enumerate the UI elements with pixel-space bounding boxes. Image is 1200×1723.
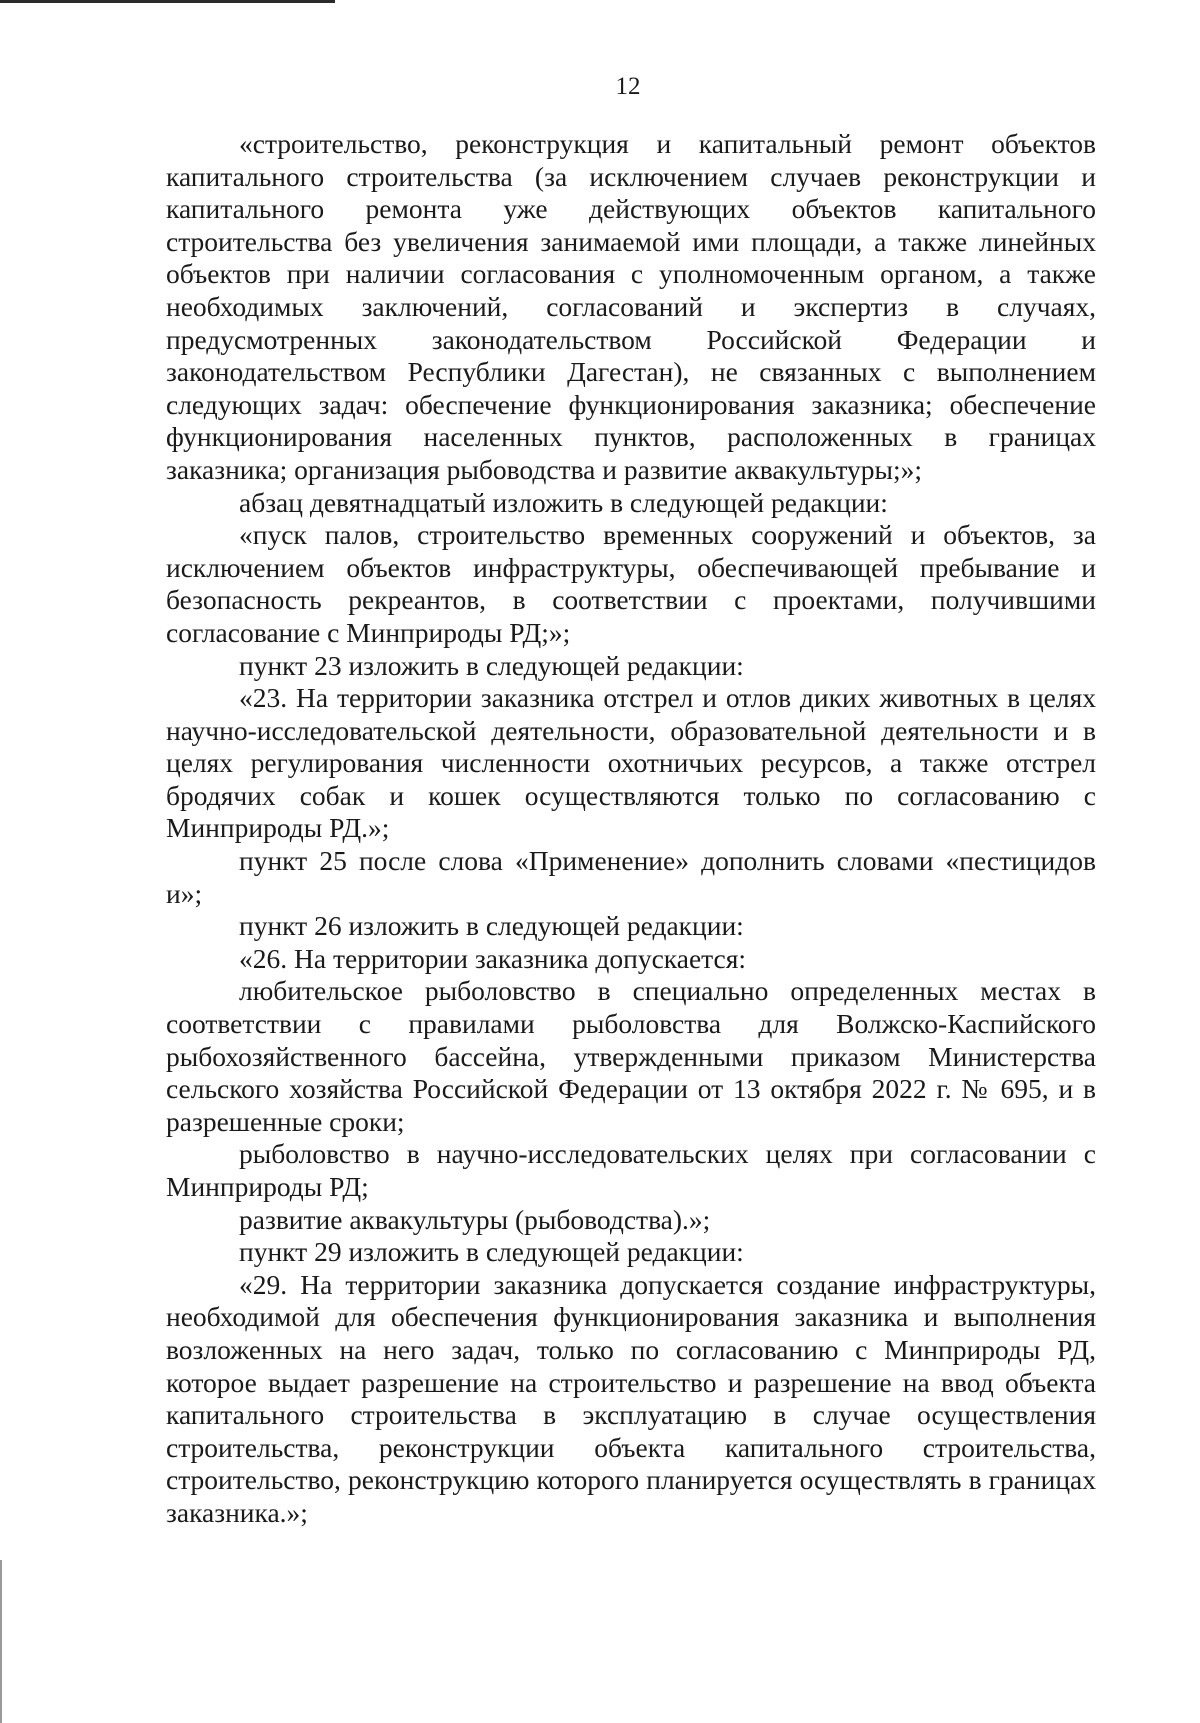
paragraph-construction-ban: «строительство, реконструкция и капитальный ремонт объектов капитального строительства (за исключением случаев реконструкции и капитального ремонта уже действующих объектов капитального строительства без увеличения занимаемой ими площади, а также линейных объектов при наличии согласования с уполномоченным органом, а также необходимых заключений, согласований и экспертиз в случаях, предусмотренных законодательством Российской Федерации и законодательством Республики Дагестан), не связанных с выполнением следующих задач: обеспечение функционирования заказника; обеспечение функционирования населенных пунктов, расположенных в границах заказника; организация рыбоводства и развитие аквакультуры;»; <box>166 128 1096 485</box>
paragraph-fire-ban: «пуск палов, строительство временных сооружений и объектов, за исключением объектов инфраструктуры, обеспечивающей пребывание и безопасность рекреантов, в соответствии с проектами, получившими согласование с Минприроды РД;»; <box>166 519 1096 648</box>
paragraph-research-fishing: рыболовство в научно-исследовательских целях при согласовании с Минприроды РД; <box>166 1138 1096 1202</box>
page-number: 12 <box>615 73 641 100</box>
paragraph-item-23-text: «23. На территории заказника отстрел и отлов диких животных в целях научно-исследовательской деятельности, образовательной деятельности и в целях регулирования численности охотничьих ресурсов, а также отстрел бродячих собак и кошек осуществляются только по согласованию с Минприроды РД.»; <box>166 682 1096 844</box>
scan-edge-left <box>0 1560 2 1723</box>
paragraph-aquaculture: развитие аквакультуры (рыбоводства).»; <box>239 1203 711 1235</box>
paragraph-item-26-heading: «26. На территории заказника допускается: <box>239 942 747 974</box>
paragraph-item-26-intro: пункт 26 изложить в следующей редакции: <box>239 910 744 942</box>
paragraph-item-25-amendment: пункт 25 после слова «Применение» дополнить словами «пестицидов и»; <box>166 845 1096 909</box>
paragraph-amateur-fishing: любительское рыболовство в специально определенных местах в соответствии с правилами рыболовства для Волжско-Каспийского рыбохозяйственного бассейна, утвержденными приказом Министерства сельского хозяйства Российской Федерации от 13 октября 2022 г. № 695, и в разрешенные сроки; <box>166 975 1096 1137</box>
paragraph-item-23-intro: пункт 23 изложить в следующей редакции: <box>239 649 744 681</box>
paragraph-item-29-intro: пункт 29 изложить в следующей редакции: <box>239 1236 744 1268</box>
document-body <box>166 128 1096 1530</box>
scan-edge-top <box>0 0 335 3</box>
paragraph-item-29-text: «29. На территории заказника допускается создание инфраструктуры, необходимой для обеспечения функционирования заказника и выполнения возложенных на него задач, только по согласованию с Минприроды РД, которое выдает разрешение на строительство и разрешение на ввод объекта капитального строительства в эксплуатацию в случае осуществления строительства, реконструкции объекта капитального строительства, строительство, реконструкцию которого планируется осуществлять в границах заказника.»; <box>166 1268 1096 1528</box>
paragraph-nineteenth-clause-intro: абзац девятнадцатый изложить в следующей редакции: <box>239 486 888 518</box>
